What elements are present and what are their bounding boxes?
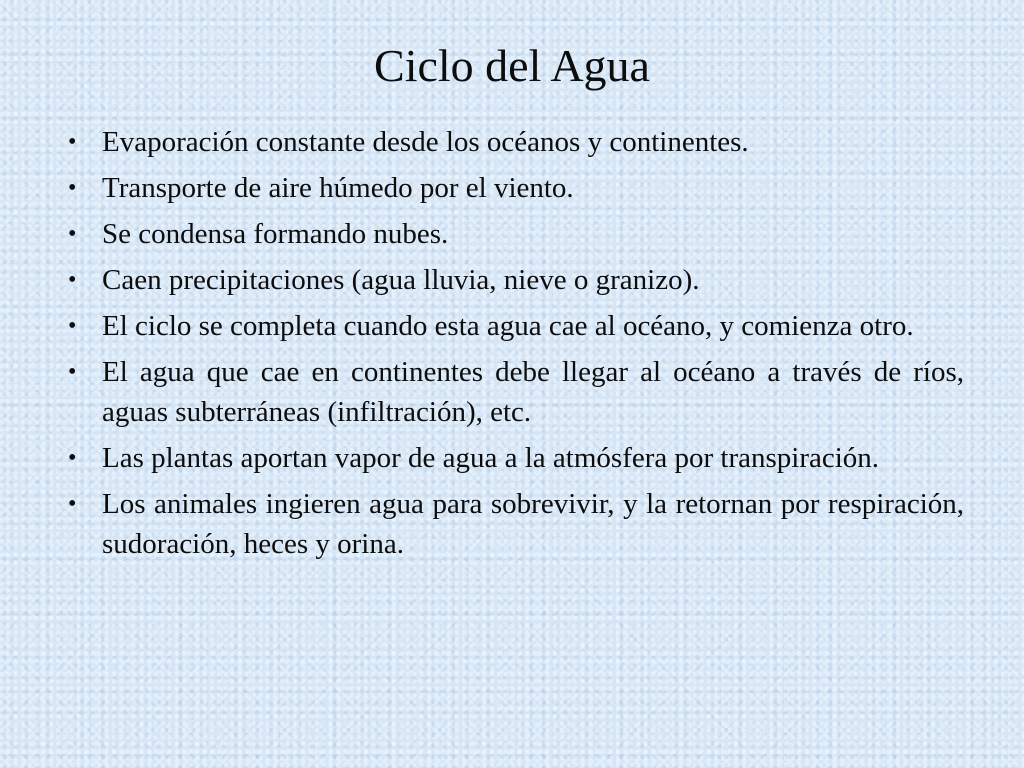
bullet-item — [62, 352, 964, 432]
bullet-dot-icon: • — [68, 445, 77, 471]
bullet-dot-icon: • — [68, 491, 77, 517]
bullet-dot-icon: • — [68, 267, 77, 293]
bullet-text: Caen precipitaciones (agua lluvia, nieve o granizo). — [102, 264, 700, 296]
bullet-text: El agua que cae en continentes debe llegar al océano a través de ríos, aguas subterráneas (infiltración), etc. — [102, 356, 964, 428]
bullet-text: Se condensa formando nubes. — [102, 218, 449, 250]
bullet-item — [62, 438, 964, 478]
bullet-text: Las plantas aportan vapor de agua a la atmósfera por transpiración. — [102, 442, 880, 474]
bullet-text: Transporte de aire húmedo por el viento. — [102, 172, 574, 204]
bullet-dot-icon: • — [68, 359, 77, 385]
bullet-item — [62, 260, 964, 300]
bullet-item — [62, 214, 964, 254]
slide-title: Ciclo del Agua — [374, 40, 650, 91]
bullet-list — [62, 122, 964, 570]
bullet-item — [62, 484, 964, 564]
bullet-item — [62, 168, 964, 208]
bullet-dot-icon: • — [68, 129, 77, 155]
bullet-dot-icon: • — [68, 221, 77, 247]
bullet-text: Los animales ingieren agua para sobrevivir, y la retornan por respiración, sudoración, heces y orina. — [102, 488, 964, 560]
bullet-dot-icon: • — [68, 313, 77, 339]
bullet-item — [62, 306, 964, 346]
bullet-dot-icon: • — [68, 175, 77, 201]
bullet-text: El ciclo se completa cuando esta agua cae al océano, y comienza otro. — [102, 310, 914, 342]
bullet-item — [62, 122, 964, 162]
bullet-text: Evaporación constante desde los océanos y continentes. — [102, 126, 749, 158]
